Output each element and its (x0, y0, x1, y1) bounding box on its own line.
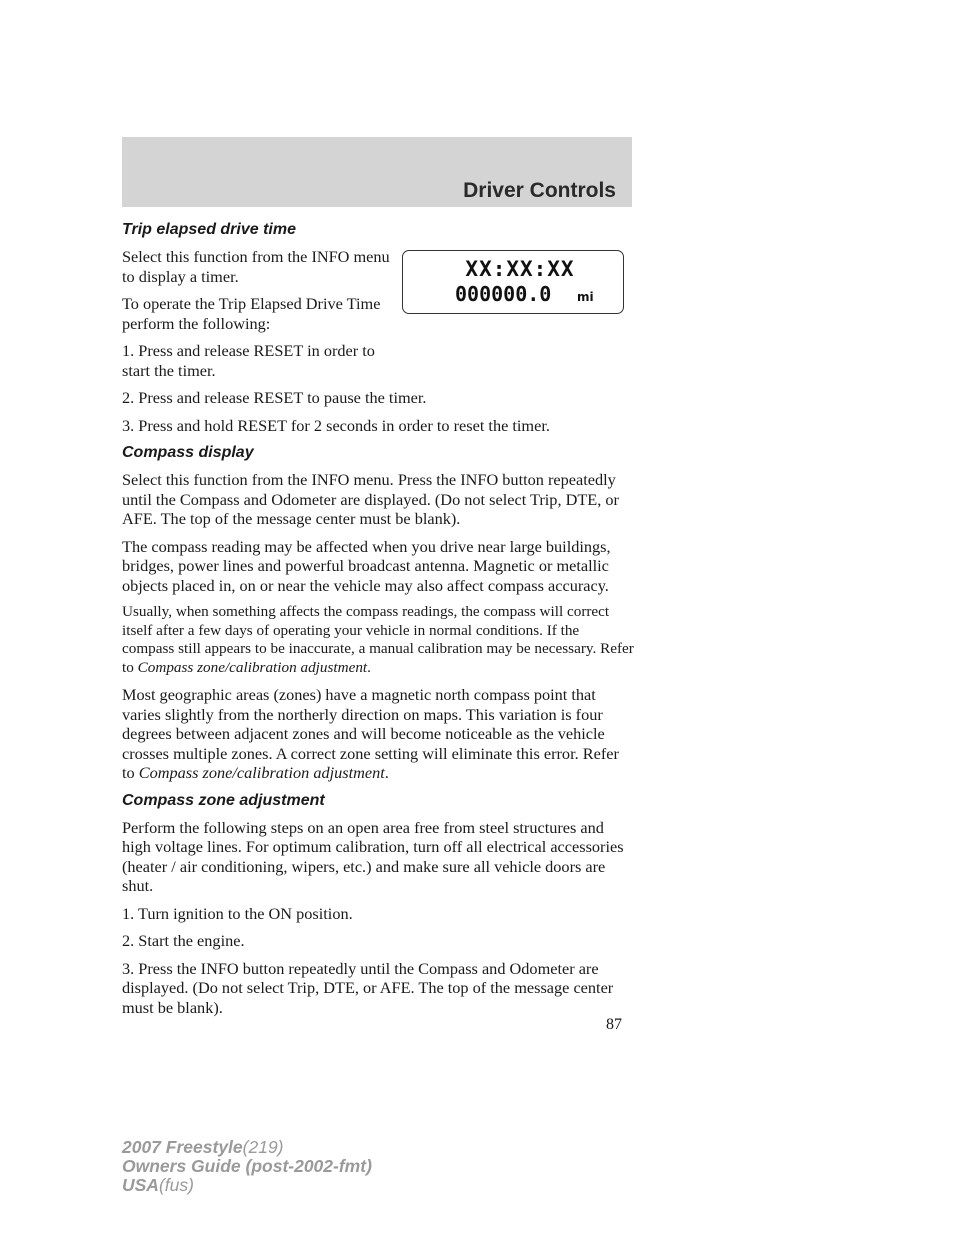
footer-model: 2007 Freestyle (122, 1137, 243, 1157)
compass-paragraph-4-reference: Compass zone/calibration adjustment (138, 763, 385, 783)
trip-step-2: 2. Press and release RESET to pause the timer. (122, 388, 427, 407)
display-odometer-readout: 000000.0 (455, 282, 552, 306)
zone-step-3: 3. Press the INFO button repeatedly until the Compass and Odometer are displayed. (Do not select Trip, DTE, or AFE. The top of the message center must be blank). (122, 958, 614, 1017)
page-content (122, 220, 634, 1025)
heading-compass-display: Compass display (122, 444, 254, 461)
section-title: Driver Controls (463, 179, 616, 202)
page-number: 87 (606, 1016, 622, 1033)
heading-compass-zone: Compass zone adjustment (122, 791, 325, 809)
compass-paragraph-3-text: Usually, when something affects the compass readings, the compass will correct itself after a few days of operating your vehicle in normal conditions. If the compass still appears to be inaccurate, a manual calibration may be necessary. Refer to (122, 603, 634, 676)
compass-paragraph-1: Select this function from the INFO menu. Press the INFO button repeatedly until the Compass and Odometer are displayed. (Do not select Trip, DTE, or AFE. The top of the message center must be blank). (122, 470, 619, 528)
footer-market: USA (122, 1175, 159, 1195)
zone-paragraph-1: Perform the following steps on an open area free from steel structures and high voltage lines. For optimum calibration, turn off all electrical accessories (heater / air conditioning, wipers, etc.) and make sure all vehicle doors are shut. (122, 817, 624, 896)
trip-paragraph-1: Select this function from the INFO menu to display a timer. (122, 247, 390, 286)
footer-model-code: (219) (242, 1137, 284, 1157)
footer-line-3 (122, 1176, 372, 1195)
trip-step-3: 3. Press and hold RESET for 2 seconds in order to reset the timer. (122, 415, 550, 435)
footer-market-code: (fus) (158, 1175, 194, 1195)
footer-line-1 (122, 1138, 372, 1157)
compass-paragraph-2: The compass reading may be affected when you drive near large buildings, bridges, power lines and powerful broadcast antenna. Magnetic or metallic objects placed in, on or near the vehicle may also affect compass accuracy. (122, 536, 611, 595)
footer-line-2: Owners Guide (post-2002-fmt) (122, 1156, 372, 1176)
heading-trip-elapsed: Trip elapsed drive time (122, 221, 296, 238)
trip-step-1: 1. Press and release RESET in order to start the timer. (122, 341, 375, 380)
compass-paragraph-4-text: Most geographic areas (zones) have a magnetic north compass point that varies slightly from the northerly direction on maps. This variation is four degrees between adjacent zones and will become noticeable as the vehicle crosses multiple zones. A correct zone setting will eliminate this error. Refer to (122, 685, 619, 783)
zone-step-1: 1. Turn ignition to the ON position. (122, 903, 353, 923)
zone-step-2: 2. Start the engine. (122, 931, 245, 951)
compass-paragraph-4: Most geographic areas (zones) have a magnetic north compass point that varies slightly from the northerly direction on maps. This variation is four degrees between adjacent zones and will become noticeable as the vehicle crosses multiple zones. A correct zone setting will eliminate this error. Refer to Compass zone/calibration adjustment. (122, 685, 619, 783)
section-header-band (122, 137, 632, 207)
compass-paragraph-3: Usually, when something affects the compass readings, the compass will correct itself after a few days of operating your vehicle in normal conditions. If the compass still appears to be inaccurate, a manual calibration may be necessary. Refer to Compass zone/calibration adjustment. (122, 603, 634, 676)
compass-paragraph-3-reference: Compass zone/calibration adjustment (137, 658, 368, 676)
trip-paragraph-2: To operate the Trip Elapsed Drive Time perform the following: (122, 294, 381, 333)
display-unit-label: mi (577, 290, 594, 304)
document-footer (122, 1138, 372, 1195)
display-timer-readout: XX:XX:XX (465, 257, 575, 281)
